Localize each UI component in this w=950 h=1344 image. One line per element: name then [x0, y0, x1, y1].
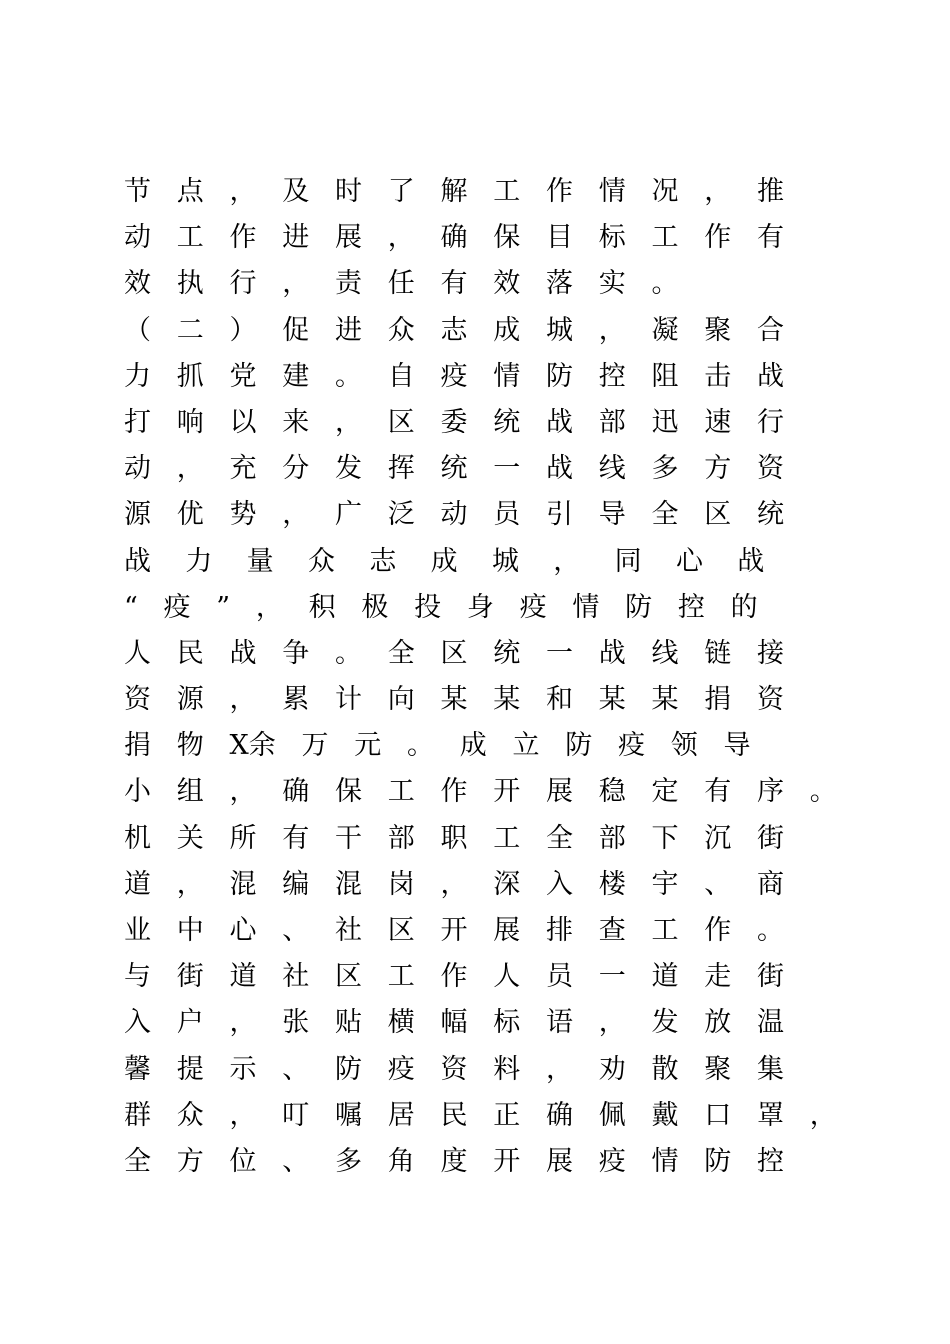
text-line: 动 工 作 进 展 ， 确 保 目 标 工 作 有 — [124, 222, 784, 254]
text-line: 力 抓 党 建 。 自 疫 情 防 控 阻 击 战 — [124, 360, 784, 392]
text-line: 源 优 势 ， 广 泛 动 员 引 导 全 区 统 — [124, 499, 784, 531]
text-line: 群 众 ， 叮 嘱 居 民 正 确 佩 戴 口 罩 ， — [124, 1099, 837, 1131]
text-line: 效 执 行 ， 责 任 有 效 落 实 。 — [124, 268, 679, 300]
body-text — [124, 169, 837, 1185]
text-line: 动 ， 充 分 发 挥 统 一 战 线 多 方 资 — [124, 453, 784, 485]
text-line: （ 二 ） 促 进 众 志 成 城 ， 凝 聚 合 — [124, 314, 784, 346]
text-line: 资 源 ， 累 计 向 某 某 和 某 某 捐 资 — [124, 684, 784, 716]
text-line: 人 民 战 争 。 全 区 统 一 战 线 链 接 — [124, 637, 784, 669]
text-line: 打 响 以 来 ， 区 委 统 战 部 迅 速 行 — [124, 406, 784, 438]
text-line: 节 点 ， 及 时 了 解 工 作 情 况 ， 推 — [124, 176, 784, 207]
text-line: 道 ， 混 编 混 岗 ， 深 入 楼 宇 、 商 — [124, 868, 784, 900]
text-line: 馨 提 示 、 防 疫 资 料 ， 劝 散 聚 集 — [124, 1053, 784, 1085]
text-line: 战 力 量 众 志 成 城 ， 同 心 战 — [124, 545, 765, 577]
text-line: 全 方 位 、 多 角 度 开 展 疫 情 防 控 — [124, 1145, 784, 1177]
text-line: 业 中 心 、 社 区 开 展 排 查 工 作 。 — [124, 915, 784, 946]
text-line: 机 关 所 有 干 部 职 工 全 部 下 沉 街 — [124, 822, 784, 854]
text-line: 与 街 道 社 区 工 作 人 员 一 道 走 街 — [124, 961, 784, 993]
text-line: 小 组 ， 确 保 工 作 开 展 稳 定 有 序 。 — [124, 776, 837, 808]
text-line: “ 疫 ” ， 积 极 投 身 疫 情 防 控 的 — [124, 591, 758, 623]
text-line: 入 户 ， 张 贴 横 幅 标 语 ， 发 放 温 — [124, 1007, 784, 1039]
text-line: 捐 物 X余 万 元 。 成 立 防 疫 领 导 — [124, 730, 751, 762]
